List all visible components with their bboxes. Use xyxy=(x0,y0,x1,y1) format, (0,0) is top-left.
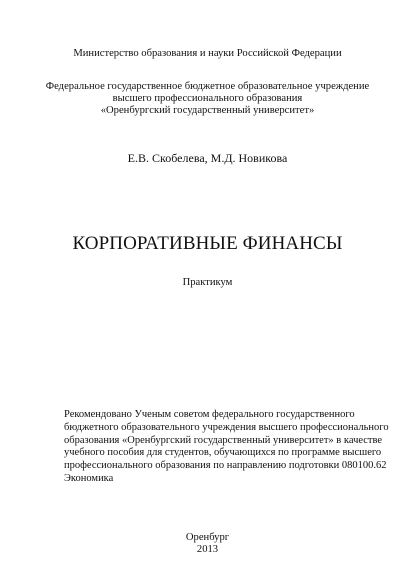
publication-year: 2013 xyxy=(196,544,219,555)
recommendation-line: профессионального образования по направлению подготовки 080100.62 xyxy=(64,460,387,472)
recommendation-line: Рекомендовано Ученым советом федерального государственного xyxy=(64,409,355,420)
recommendation-line: бюджетного образовательного учреждения высшего профессионального xyxy=(64,421,389,433)
book-title: КОРПОРАТИВНЫЕ ФИНАНСЫ xyxy=(72,233,343,254)
institution-line-1: Федеральное государственное бюджетное образовательное учреждение xyxy=(45,81,370,92)
recommendation-line: Экономика xyxy=(64,472,114,484)
institution-line-3: «Оренбургский государственный университет» xyxy=(100,105,315,116)
publication-city: Оренбург xyxy=(185,532,230,543)
recommendation-line: образования «Оренбургский государственный университет» в качестве xyxy=(64,434,383,446)
recommendation-line: учебного пособия для студентов, обучающихся по программе высшего xyxy=(64,447,382,459)
ministry-name: Министерство образования и науки Российской Федерации xyxy=(73,48,342,59)
authors: Е.В. Скобелева, М.Д. Новикова xyxy=(127,151,288,165)
institution-line-2: высшего профессионального образования xyxy=(112,93,303,104)
recommendation-block xyxy=(64,409,389,486)
book-subtitle: Практикум xyxy=(182,277,233,288)
